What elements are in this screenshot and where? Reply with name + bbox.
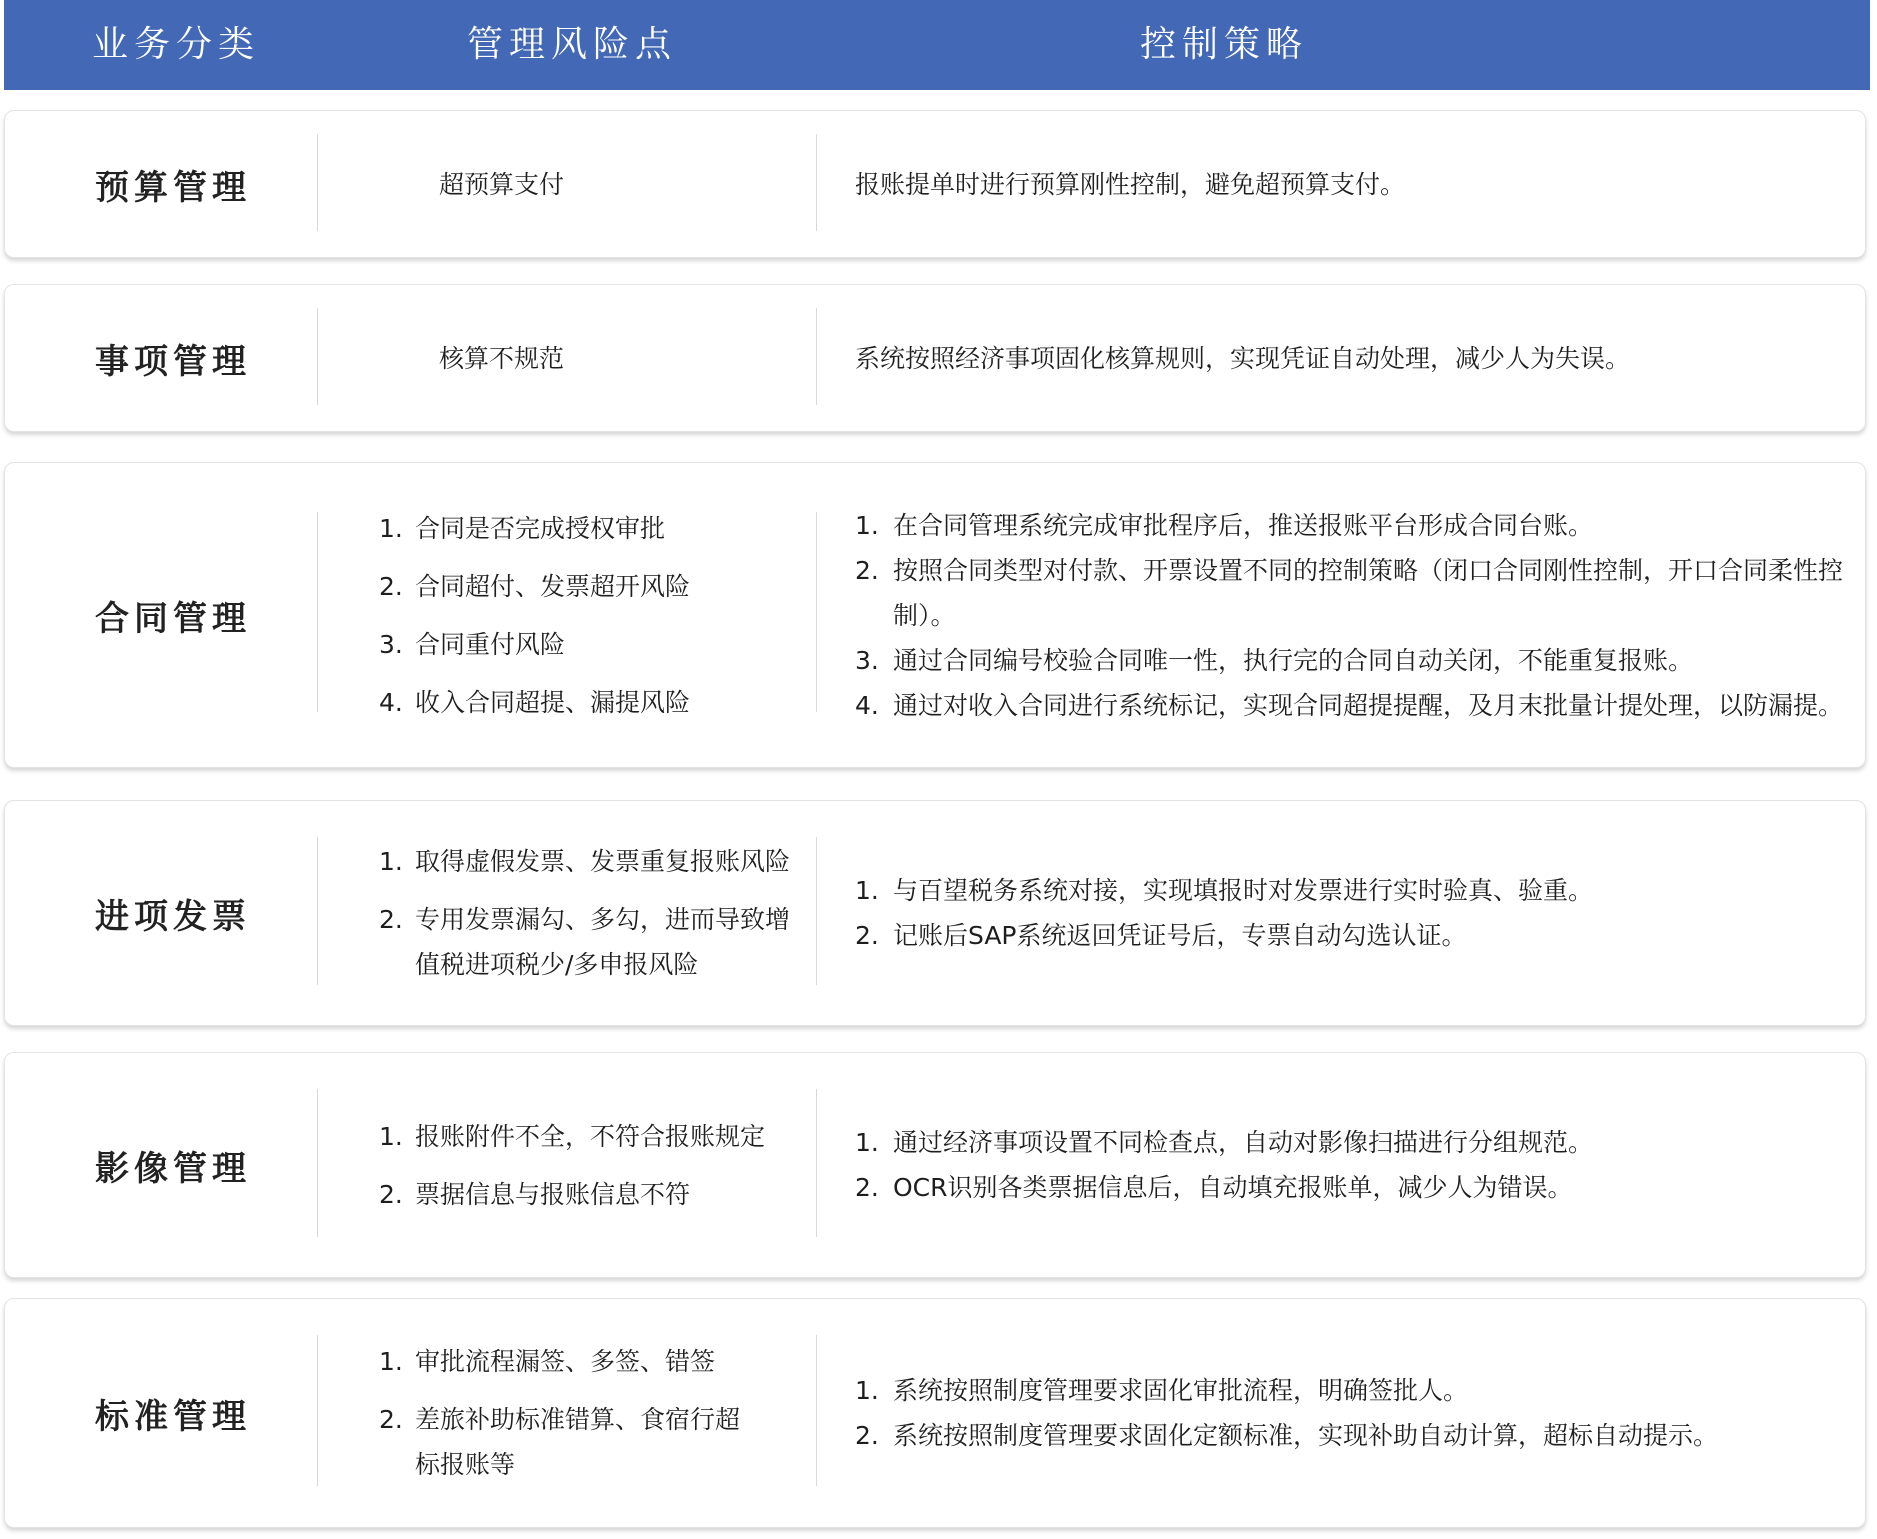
item-number: 1. [855,876,879,905]
category-label: 事项管理 [95,341,251,382]
item-text: 系统按照制度管理要求固化定额标准，实现补助自动计算，超标自动提示。 [893,1421,1719,1450]
strategy-cell [817,1299,1865,1527]
risk-item [379,564,816,609]
strategy-cell [817,111,1865,257]
category-label: 进项发票 [95,896,251,937]
item-number: 4. [855,690,879,720]
risk-item [379,506,816,551]
item-text: 合同是否完成授权审批 [415,513,666,543]
item-text: 专用发票漏勾、多勾，进而导致增值税进项税少/多申报风险 [415,905,791,979]
header-control-strategy: 控制策略 [1139,24,1309,65]
item-number: 3. [855,645,879,675]
category-label: 影像管理 [95,1148,251,1189]
item-text: 票据信息与报账信息不符 [415,1179,691,1209]
item-number: 2. [379,1405,403,1434]
risk-item [379,1339,816,1384]
item-number: 2. [855,921,879,950]
item-text: 收入合同超提、漏提风险 [415,687,691,717]
strategy-cell [817,285,1865,431]
risk-item [379,1172,816,1217]
strategy-item [855,548,1865,638]
row-budget [4,110,1866,258]
risk-item [379,839,816,884]
item-number: 1. [379,1347,403,1376]
item-text: 合同超付、发票超开风险 [415,571,691,601]
item-text: OCR识别各类票据信息后，自动填充报账单，减少人为错误。 [893,1173,1573,1202]
item-number: 3. [379,629,403,659]
item-text: 按照合同类型对付款、开票设置不同的控制策略（闭口合同刚性控制，开口合同柔性控制）。 [893,555,1844,630]
item-text: 取得虚假发票、发票重复报账风险 [415,847,791,876]
strategy-text: 系统按照经济事项固化核算规则，实现凭证自动处理，减少人为失误。 [855,343,1631,373]
strategy-text: 报账提单时进行预算刚性控制，避免超预算支付。 [855,169,1406,199]
strategy-item [855,868,1865,913]
item-number: 1. [855,1128,879,1157]
strategy-cell [817,463,1865,767]
risk-cell [318,111,816,257]
strategy-item [855,638,1865,683]
item-text: 记账后SAP系统返回凭证号后，专票自动勾选认证。 [893,921,1467,950]
row-input-invoice [4,800,1866,1026]
strategy-cell [817,801,1865,1025]
strategy-item [855,503,1865,548]
row-matters [4,284,1866,432]
item-text: 系统按照制度管理要求固化审批流程，明确签批人。 [893,1376,1469,1405]
category-label: 预算管理 [95,167,251,208]
header-risk-points: 管理风险点 [466,24,678,65]
item-number: 2. [379,905,403,934]
strategy-item [855,913,1865,958]
table-header [4,0,1870,90]
strategy-item [855,1120,1865,1165]
risk-item [379,680,816,725]
item-number: 1. [379,1121,403,1151]
item-text: 与百望税务系统对接，实现填报时对发票进行实时验真、验重。 [893,876,1594,905]
item-text: 差旅补助标准错算、食宿行超标报账等 [415,1405,741,1479]
risk-cell [318,1299,816,1527]
risk-item [379,897,816,987]
item-text: 合同重付风险 [415,629,566,659]
risk-cell [318,463,816,767]
item-number: 1. [855,1376,879,1405]
row-contract [4,462,1866,768]
risk-item [379,622,816,667]
item-number: 2. [855,1421,879,1450]
item-text: 通过合同编号校验合同唯一性，执行完的合同自动关闭，不能重复报账。 [893,645,1694,675]
item-number: 1. [855,510,879,540]
header-business-category: 业务分类 [91,24,261,65]
risk-item [379,1397,816,1487]
strategy-item [855,683,1865,728]
item-number: 4. [379,687,403,717]
risk-cell [318,285,816,431]
item-number: 2. [379,1179,403,1209]
risk-item [379,1114,816,1159]
item-number: 2. [855,1173,879,1202]
category-label: 标准管理 [95,1396,251,1437]
risk-text: 超预算支付 [439,169,565,199]
strategy-item [855,1165,1865,1210]
row-standard [4,1298,1866,1528]
item-text: 报账附件不全，不符合报账规定 [415,1121,766,1151]
strategy-item [855,1368,1865,1413]
item-number: 1. [379,513,403,543]
risk-cell [318,801,816,1025]
risk-cell [318,1053,816,1277]
item-text: 审批流程漏签、多签、错签 [415,1347,716,1376]
item-number: 1. [379,847,403,876]
strategy-item [855,1413,1865,1458]
item-number: 2. [855,555,879,585]
item-text: 通过对收入合同进行系统标记，实现合同超提提醒，及月末批量计提处理，以防漏提。 [893,690,1844,720]
risk-text: 核算不规范 [439,343,565,373]
item-number: 2. [379,571,403,601]
category-label: 合同管理 [95,598,251,639]
item-text: 在合同管理系统完成审批程序后，推送报账平台形成合同台账。 [893,510,1594,540]
item-text: 通过经济事项设置不同检查点，自动对影像扫描进行分组规范。 [893,1128,1594,1157]
strategy-cell [817,1053,1865,1277]
row-image [4,1052,1866,1278]
